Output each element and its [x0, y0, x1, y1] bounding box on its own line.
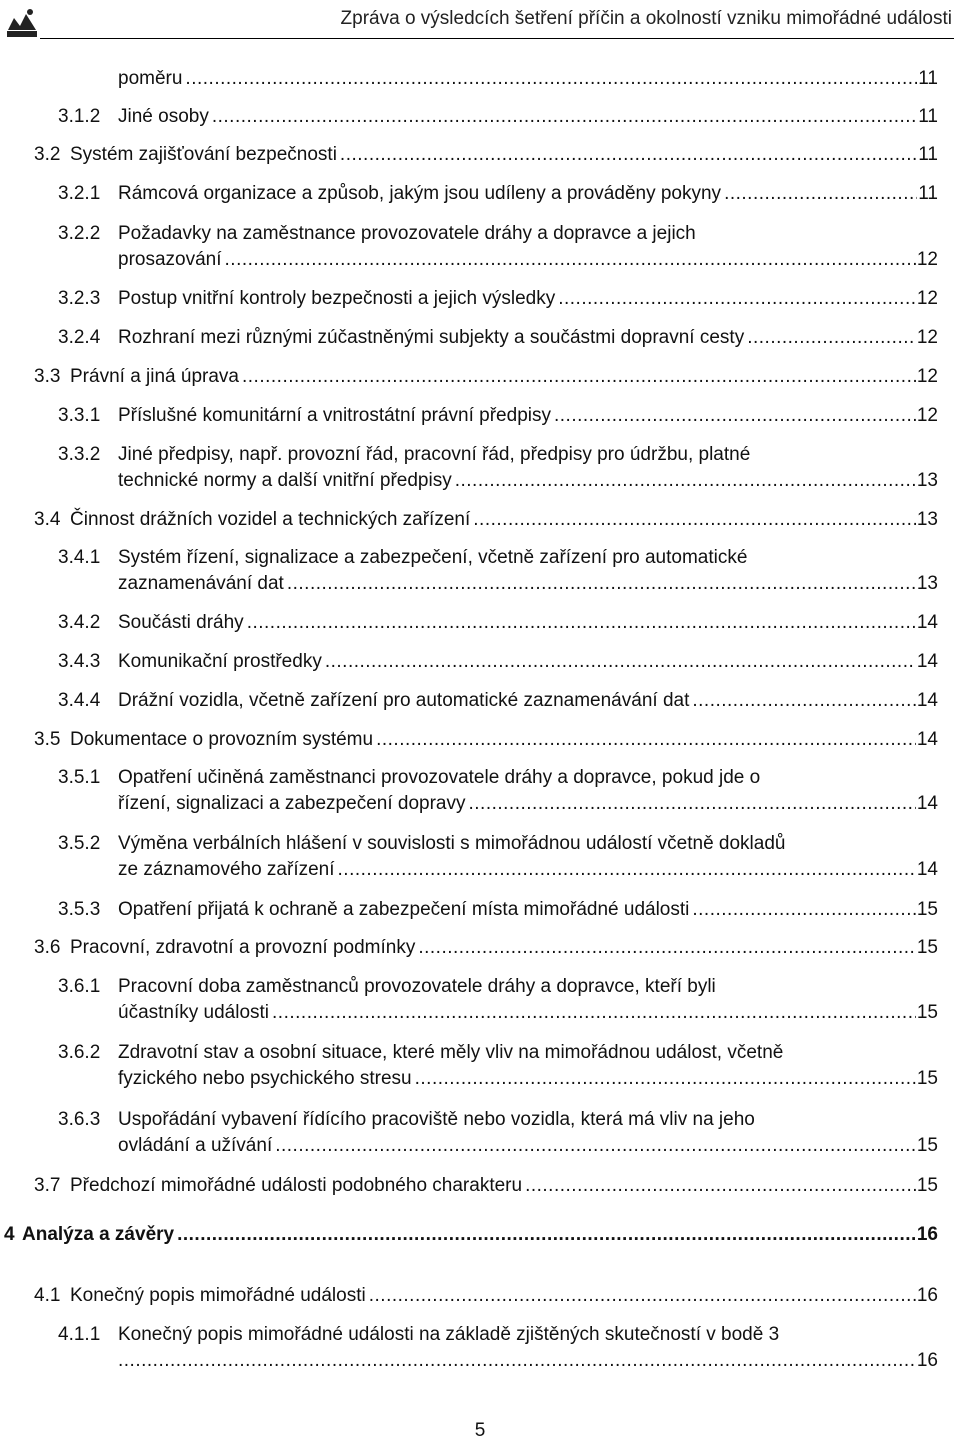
- toc-entry-number: 3.4.2: [58, 612, 101, 633]
- toc-entry[interactable]: [34, 507, 938, 533]
- toc-entry-number: 3.4.4: [58, 690, 101, 711]
- toc-entry-title: Požadavky na zaměstnance provozovatele dráhy a dopravce a jejich: [118, 223, 696, 244]
- toc-page-number: 12: [916, 366, 938, 387]
- toc-entry-title-continued: účastníky události: [118, 1002, 270, 1023]
- toc-page-number: 16: [916, 1350, 938, 1371]
- toc-leader-dots: [724, 181, 917, 207]
- toc-page-number: 15: [916, 1135, 938, 1156]
- toc-entry-number: 3.4: [34, 509, 61, 530]
- toc-leader-dots: [325, 649, 916, 675]
- toc-entry-title: Právní a jiná úprava: [70, 366, 239, 387]
- toc-entry-title: Uspořádání vybavení řídícího pracoviště nebo vozidla, která má vliv na jeho: [118, 1109, 755, 1130]
- toc-entry-number: 4.1: [34, 1285, 61, 1306]
- toc-entry[interactable]: [58, 974, 938, 1026]
- toc-leader-dots: [185, 66, 917, 92]
- toc-leader-dots: [747, 325, 916, 351]
- toc-page-number: 13: [916, 470, 938, 491]
- toc-entry-title: Součásti dráhy: [118, 612, 244, 633]
- toc-leader-dots: [558, 286, 916, 312]
- toc-leader-dots: [415, 1066, 916, 1092]
- toc-entry-title: Příslušné komunitární a vnitrostátní právní předpisy: [118, 405, 551, 426]
- toc-entry-title: Zdravotní stav a osobní situace, které měly vliv na mimořádnou událost, včetně: [118, 1042, 784, 1063]
- toc-entry[interactable]: [58, 765, 938, 817]
- toc-page-number: 14: [916, 859, 938, 880]
- toc-entry-number: 3.5.1: [58, 767, 101, 788]
- toc-entry-title-continued: ze záznamového zařízení: [118, 859, 335, 880]
- toc-entry-title-continued: technické normy a další vnitřní předpisy: [118, 470, 452, 491]
- toc-entry-title-continued: prosazování: [118, 249, 222, 270]
- toc-entry-number: 3.3: [34, 366, 61, 387]
- toc-page-number: 15: [916, 1068, 938, 1089]
- toc-entry[interactable]: [58, 181, 938, 207]
- toc-entry[interactable]: [34, 727, 938, 753]
- toc-entry-title: Rámcová organizace a způsob, jakým jsou udíleny a prováděny pokyny: [118, 183, 722, 204]
- toc-entry-title: Výměna verbálních hlášení v souvislosti s mimořádnou událostí včetně dokladů: [118, 833, 786, 854]
- toc-entry-title: Systém zajišťování bezpečnosti: [70, 144, 337, 165]
- toc-page-number: 12: [916, 288, 938, 309]
- toc-entry-number: 3.2.1: [58, 183, 101, 204]
- toc-entry-number: 3.3.2: [58, 444, 101, 465]
- document-title: Zpráva o výsledcích šetření příčin a okolností vzniku mimořádné události: [340, 8, 952, 29]
- toc-entry-title: Jiné předpisy, např. provozní řád, pracovní řád, předpisy pro údržbu, platné: [118, 444, 751, 465]
- toc-leader-dots: [418, 935, 916, 961]
- toc-entry-title: Rozhraní mezi různými zúčastněnými subjekty a součástmi dopravní cesty: [118, 327, 745, 348]
- toc-page-number: 12: [916, 249, 938, 270]
- toc-entry-title: Systém řízení, signalizace a zabezpečení, včetně zařízení pro automatické: [118, 547, 748, 568]
- toc-leader-dots: [376, 727, 916, 753]
- toc-entry-number: 3.7: [34, 1175, 61, 1196]
- toc-entry[interactable]: [58, 610, 938, 636]
- toc-page-number: 14: [916, 612, 938, 633]
- toc-leader-dots: [473, 507, 916, 533]
- toc-entry-number: 3.5.2: [58, 833, 101, 854]
- toc-entry-title-continued: fyzického nebo psychického stresu: [118, 1068, 412, 1089]
- toc-entry-title: Předchozí mimořádné události podobného charakteru: [70, 1175, 523, 1196]
- toc-entry[interactable]: [58, 831, 938, 883]
- toc-entry-number: 4: [4, 1224, 15, 1245]
- header-divider: [40, 38, 954, 39]
- toc-entry-title: Komunikační prostředky: [118, 651, 322, 672]
- toc-page-number: 11: [918, 183, 938, 204]
- toc-entry-title: Pracovní doba zaměstnanců provozovatele dráhy a dopravce, kteří byli: [118, 976, 716, 997]
- toc-leader-dots: [340, 142, 917, 168]
- toc-entry-number: 3.3.1: [58, 405, 101, 426]
- toc-entry[interactable]: [4, 1222, 938, 1248]
- toc-page-number: 12: [916, 327, 938, 348]
- toc-leader-dots: [692, 688, 916, 714]
- toc-page-number: 15: [916, 899, 938, 920]
- toc-entry-title: Postup vnitřní kontroly bezpečnosti a jejich výsledky: [118, 288, 556, 309]
- toc-entry-title: Opatření učiněná zaměstnanci provozovatele dráhy a dopravce, pokud jde o: [118, 767, 761, 788]
- toc-entry[interactable]: [34, 1283, 938, 1309]
- toc-leader-dots: [468, 791, 915, 817]
- toc-entry[interactable]: [34, 935, 938, 961]
- toc-entry[interactable]: [34, 1173, 938, 1199]
- toc-leader-dots: [338, 857, 916, 883]
- toc-page-number: 16: [916, 1285, 938, 1306]
- toc-entry-title: Pracovní, zdravotní a provozní podmínky: [70, 937, 416, 958]
- toc-entry-title: Jiné osoby: [118, 106, 209, 127]
- toc-page-number: 11: [918, 68, 938, 89]
- toc-entry-number: 3.6.3: [58, 1109, 101, 1130]
- toc-leader-dots: [225, 247, 916, 273]
- toc-leader-dots: [247, 610, 916, 636]
- page-number: 5: [474, 1420, 486, 1441]
- toc-entry-number: 3.2: [34, 144, 61, 165]
- toc-page-number: 14: [916, 690, 938, 711]
- toc-entry-title: Konečný popis mimořádné události na základě zjištěných skutečností v bodě 3: [118, 1324, 780, 1345]
- toc-page-number: 14: [916, 651, 938, 672]
- toc-entry-title: Drážní vozidla, včetně zařízení pro automatické zaznamenávání dat: [118, 690, 690, 711]
- toc-entry-number: 3.2.2: [58, 223, 101, 244]
- toc-entry-title: Konečný popis mimořádné události: [70, 1285, 366, 1306]
- toc-entry[interactable]: [58, 286, 938, 312]
- toc-entry-title-continued: ovládání a užívání: [118, 1135, 273, 1156]
- toc-page-number: 15: [916, 1002, 938, 1023]
- toc-entry-number: 3.6.1: [58, 976, 101, 997]
- toc-page-number: 14: [916, 729, 938, 750]
- toc-page-number: 15: [916, 937, 938, 958]
- toc-entry-number: 3.5: [34, 729, 61, 750]
- toc-page-number: 15: [916, 1175, 938, 1196]
- toc-leader-dots: [272, 1000, 916, 1026]
- toc-entry-number: 3.1.2: [58, 106, 101, 127]
- toc-entry-number: 3.2.3: [58, 288, 101, 309]
- toc-entry[interactable]: [58, 1040, 938, 1092]
- toc-entry[interactable]: [58, 545, 938, 597]
- toc-entry[interactable]: [58, 66, 938, 92]
- toc-leader-dots: [554, 403, 916, 429]
- toc-page-number: 11: [918, 106, 938, 127]
- toc-entry-title: Analýza a závěry: [22, 1224, 175, 1245]
- institution-logo-icon: [4, 4, 40, 40]
- toc-entry-number: 4.1.1: [58, 1324, 101, 1345]
- toc-page-number: 14: [916, 793, 938, 814]
- toc-page-number: 16: [916, 1224, 938, 1245]
- toc-entry[interactable]: [58, 1107, 938, 1159]
- toc-entry-number: 3.5.3: [58, 899, 101, 920]
- toc-entry[interactable]: [58, 897, 938, 923]
- toc-page-number: 13: [916, 573, 938, 594]
- toc-entry-title: Opatření přijatá k ochraně a zabezpečení místa mimořádné události: [118, 899, 690, 920]
- toc-page-number: 12: [916, 405, 938, 426]
- toc-entry-number: 3.4.1: [58, 547, 101, 568]
- toc-entry-number: 3.2.4: [58, 327, 101, 348]
- toc-leader-dots: [287, 571, 916, 597]
- toc-leader-dots: [369, 1283, 916, 1309]
- toc-entry[interactable]: [58, 1322, 938, 1374]
- toc-entry[interactable]: [58, 221, 938, 273]
- toc-entry-number: 3.6: [34, 937, 61, 958]
- toc-entry[interactable]: [34, 364, 938, 390]
- toc-leader-dots: [275, 1133, 916, 1159]
- toc-page-number: 13: [916, 509, 938, 530]
- toc-entry-number: 3.6.2: [58, 1042, 101, 1063]
- toc-entry[interactable]: [58, 442, 938, 494]
- toc-entry-title-continued: řízení, signalizaci a zabezpečení dopravy: [118, 793, 466, 814]
- toc-leader-dots: [177, 1222, 916, 1248]
- toc-leader-dots: [692, 897, 915, 923]
- toc-leader-dots: [242, 364, 916, 390]
- toc-entry-title: poměru: [118, 68, 183, 89]
- toc-leader-dots: [212, 104, 917, 130]
- toc-leader-dots: [118, 1348, 916, 1374]
- page-header: [0, 0, 960, 44]
- toc-entry-title-continued: zaznamenávání dat: [118, 573, 284, 594]
- toc-page-number: 11: [918, 144, 938, 165]
- toc-leader-dots: [455, 468, 916, 494]
- toc-entry[interactable]: [58, 403, 938, 429]
- toc-entry[interactable]: [58, 688, 938, 714]
- toc-entry[interactable]: [58, 104, 938, 130]
- toc-leader-dots: [525, 1173, 916, 1199]
- toc-entry[interactable]: [34, 142, 938, 168]
- toc-entry-title: Činnost drážních vozidel a technických zařízení: [70, 509, 471, 530]
- toc-entry-number: 3.4.3: [58, 651, 101, 672]
- toc-entry[interactable]: [58, 325, 938, 351]
- toc-entry[interactable]: [58, 649, 938, 675]
- toc-entry-title: Dokumentace o provozním systému: [70, 729, 374, 750]
